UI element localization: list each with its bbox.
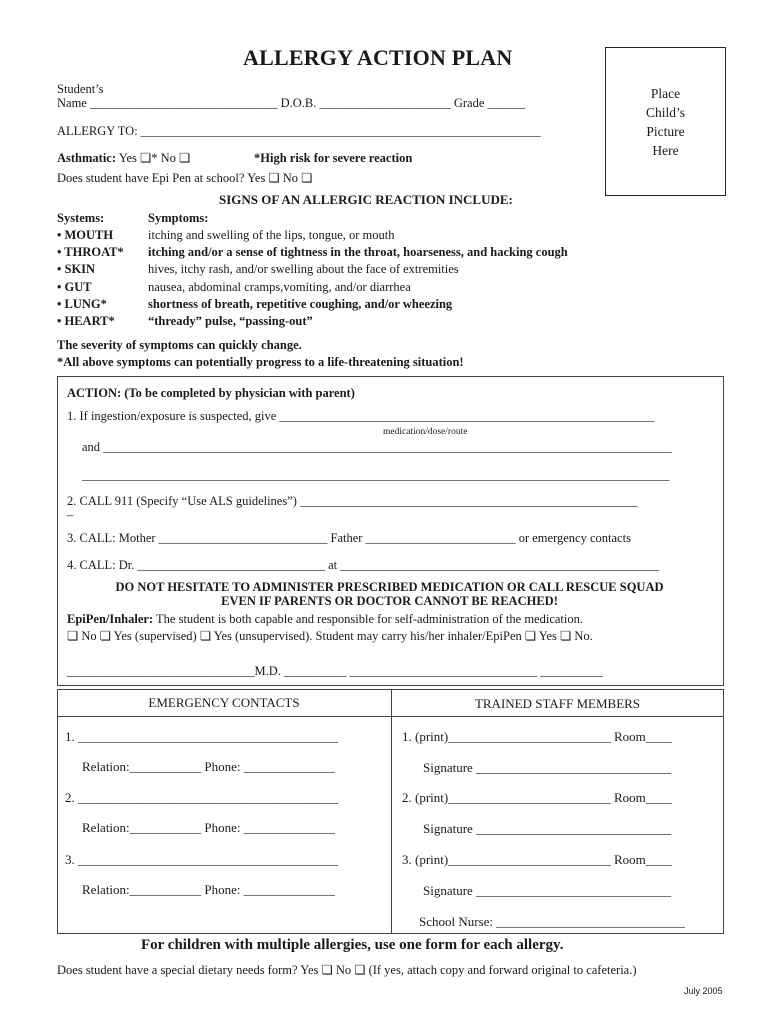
- warning-line-2: EVEN IF PARENTS OR DOCTOR CANNOT BE REACHED!: [221, 594, 558, 608]
- trained-staff-heading: TRAINED STAFF MEMBERS: [474, 696, 641, 711]
- emergency-contact-relation-phone-field[interactable]: Relation:___________ Phone: ______________: [82, 882, 335, 897]
- emergency-contact-name-field[interactable]: 2. ________________________________________: [65, 790, 338, 805]
- emergency-contact-name-field[interactable]: 1. ________________________________________: [65, 729, 338, 744]
- system-item: • SKIN: [57, 262, 96, 277]
- asthmatic-row: [57, 150, 190, 166]
- staff-signature-field[interactable]: Signature ______________________________: [423, 883, 672, 898]
- step2-call-911-field[interactable]: 2. CALL 911 (Specify “Use ALS guidelines”) ______________________________________________________: [67, 494, 638, 508]
- asthmatic-no-checkbox[interactable]: No ❏: [160, 151, 191, 165]
- epipen-at-school-question[interactable]: Does student have Epi Pen at school? Yes ❏ No ❏: [57, 171, 313, 185]
- school-nurse-field[interactable]: School Nurse: _____________________________: [419, 914, 685, 929]
- system-item: • THROAT*: [57, 245, 124, 260]
- system-item: • HEART*: [57, 314, 115, 329]
- form-title: ALLERGY ACTION PLAN: [243, 45, 513, 70]
- high-risk-note: *High risk for severe reaction: [254, 151, 413, 165]
- step1-and-field[interactable]: and ___________________________________________________________________________________________: [82, 440, 672, 454]
- emergency-contact-name-field[interactable]: 3. ________________________________________: [65, 852, 338, 867]
- emergency-contact-relation-phone-field[interactable]: Relation:___________ Phone: ______________: [82, 820, 335, 835]
- system-item: • GUT: [57, 279, 92, 294]
- symptom-item: itching and/or a sense of tightness in the throat, hoarseness, and hacking cough: [148, 245, 568, 260]
- student-label: Student’s: [57, 82, 104, 96]
- epipen-inhaler-label: EpiPen/Inhaler:: [67, 612, 154, 626]
- symptom-item: nausea, abdominal cramps,vomiting, and/or diarrhea: [148, 279, 411, 294]
- symptom-item: hives, itchy rash, and/or swelling about the face of extremities: [148, 262, 459, 277]
- step4-call-doctor-field[interactable]: 4. CALL: Dr. ______________________________ at ___________________________________________________: [67, 558, 660, 572]
- header-divider: [57, 716, 723, 717]
- severity-note: The severity of symptoms can quickly change.: [57, 338, 302, 352]
- system-item: • LUNG*: [57, 296, 107, 311]
- system-item: • MOUTH: [57, 228, 114, 242]
- staff-signature-field[interactable]: Signature ______________________________: [423, 760, 672, 775]
- emergency-contacts-heading: EMERGENCY CONTACTS: [148, 695, 300, 710]
- epipen-inhaler-statement: [67, 612, 583, 627]
- symptom-item: itching and swelling of the lips, tongue, or mouth: [148, 228, 395, 242]
- child-photo-placeholder[interactable]: [605, 47, 726, 196]
- signs-heading: SIGNS OF AN ALLERGIC REACTION INCLUDE:: [219, 192, 513, 207]
- asthmatic-yes-checkbox[interactable]: Yes ❏*: [118, 151, 158, 165]
- staff-print-room-field[interactable]: 3. (print)_________________________ Room____: [402, 852, 672, 867]
- asthmatic-label: Asthmatic:: [57, 151, 117, 165]
- symptoms-header: Symptoms:: [148, 211, 209, 225]
- dietary-needs-question[interactable]: Does student have a special dietary needs form? Yes ❏ No ❏ (If yes, attach copy and forward original to cafeteria.): [57, 963, 637, 977]
- emergency-contact-relation-phone-field[interactable]: Relation:___________ Phone: ______________: [82, 759, 335, 774]
- epipen-carry-options[interactable]: ❏ No ❏ Yes (supervised) ❏ Yes (unsupervised). Student may carry his/her inhaler/EpiPen ❏ Yes ❏ No.: [67, 629, 593, 643]
- physician-signature-line[interactable]: ______________________________M.D. __________ ______________________________ __________: [67, 664, 603, 678]
- step3-call-parents-field[interactable]: 3. CALL: Mother ___________________________ Father ________________________ or emergency contacts: [67, 531, 631, 545]
- symptom-item: shortness of breath, repetitive coughing, and/or wheezing: [148, 296, 453, 311]
- step1-medication-field[interactable]: 1. If ingestion/exposure is suspected, give ____________________________________________________________: [67, 409, 655, 423]
- multiple-allergies-note: For children with multiple allergies, use one form for each allergy.: [141, 937, 564, 953]
- photo-placeholder-text: Place Child’s Picture Here: [645, 86, 685, 158]
- revision-date: July 2005: [684, 986, 723, 996]
- progress-note: *All above symptoms can potentially progress to a life-threatening situation!: [57, 355, 464, 369]
- medication-caption: medication/dose/route: [383, 427, 468, 437]
- staff-print-room-field[interactable]: 1. (print)_________________________ Room____: [402, 729, 672, 744]
- step2-dash: –: [67, 508, 74, 522]
- staff-signature-field[interactable]: Signature ______________________________: [423, 821, 672, 836]
- epipen-inhaler-text: The student is both capable and responsible for self-administration of the medication.: [153, 612, 583, 626]
- action-heading: ACTION: (To be completed by physician with parent): [67, 386, 355, 400]
- warning-line-1: DO NOT HESITATE TO ADMINISTER PRESCRIBED MEDICATION OR CALL RESCUE SQUAD: [115, 580, 664, 594]
- step1-extra-line[interactable]: ______________________________________________________________________________________________: [82, 468, 670, 482]
- student-name-dob-grade-field[interactable]: Name ______________________________ D.O.B. _____________________ Grade ______: [57, 96, 526, 110]
- staff-print-room-field[interactable]: 2. (print)_________________________ Room____: [402, 790, 672, 805]
- column-divider: [391, 689, 392, 933]
- allergy-to-field[interactable]: ALLERGY TO: ________________________________________________________________: [57, 124, 541, 138]
- systems-list: [57, 227, 124, 330]
- systems-header: Systems:: [57, 211, 105, 225]
- symptoms-list: [148, 227, 568, 330]
- symptom-item: “thready” pulse, “passing-out”: [148, 314, 313, 329]
